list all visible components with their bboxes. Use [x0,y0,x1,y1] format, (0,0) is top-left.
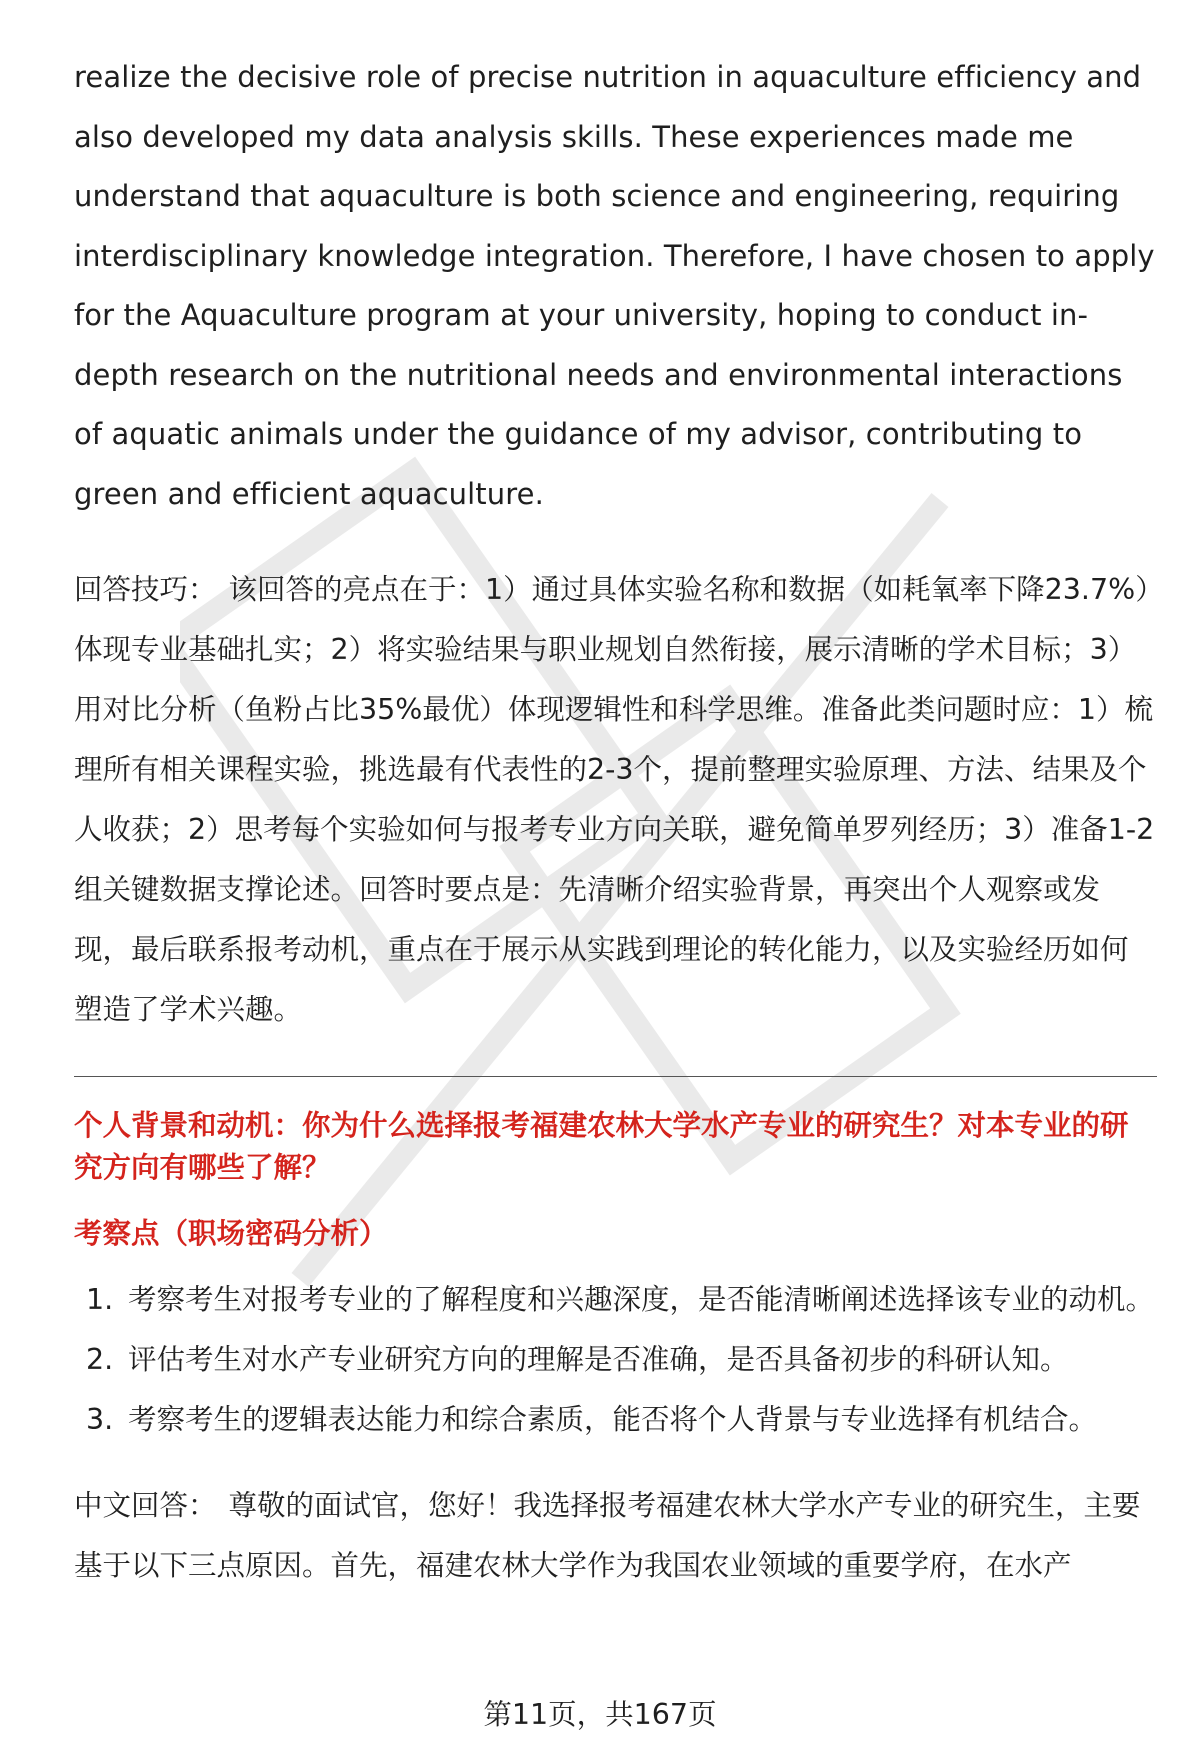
tips-text: 该回答的亮点在于：1）通过具体实验名称和数据（如耗氧率下降23.7%）体现专业基础扎实；2）将实验结果与职业规划自然衔接，展示清晰的学术目标；3）用对比分析（鱼粉占比35%最优）体现逻辑性和科学思维。准备此类问题时应：1）梳理所有相关课程实验，挑选最有代表性的2-3个，提前整理实验原理、方法、结果及个人收获；2）思考每个实验如何与报考专业方向关联，避免简单罗列经历；3）准备1-2组关键数据支撑论述。回答时要点是：先清晰介绍实验背景，再突出个人观察或发现，最后联系报考动机，重点在于展示从实践到理论的转化能力，以及实验经历如何塑造了学术兴趣。 [74,573,1155,1026]
document-page [74,48,1156,1596]
section-divider [74,1076,1157,1077]
list-item: 2. 评估考生对水产专业研究方向的理解是否准确，是否具备初步的科研认知。 [86,1343,1069,1376]
question-title: 个人背景和动机：你为什么选择报考福建农林大学水产专业的研究生？对本专业的研究方向有哪些了解？ [74,1109,1129,1184]
list-item: 1. 考察考生对报考专业的了解程度和兴趣深度，是否能清晰阐述选择该专业的动机。 [86,1283,1155,1316]
page-number-footer: 第11页，共167页 [483,1698,717,1731]
answer-tips-paragraph [74,560,1156,1040]
english-answer-paragraph: realize the decisive role of precise nutrition in aquaculture efficiency and also developed my data analysis skills. These experiences made me understand that aquaculture is both science and engineering, requiring interdisciplinary knowledge integration. Therefore, I have chosen to apply for the Aquaculture program at your university, hoping to conduct in-depth research on the nutritional needs and environmental interactions of aquatic animals under the guidance of my advisor, contributing to green and efficient aquaculture. [74,60,1155,511]
tips-label: 回答技巧： [74,573,217,606]
assessment-points-title: 考察点（职场密码分析） [74,1217,388,1250]
assessment-points-list [74,1270,1156,1450]
chinese-answer-paragraph [74,1476,1156,1596]
list-item: 3. 考察考生的逻辑表达能力和综合素质，能否将个人背景与专业选择有机结合。 [86,1403,1098,1436]
answer-text: 尊敬的面试官，您好！我选择报考福建农林大学水产专业的研究生，主要基于以下三点原因。首先，福建农林大学作为我国农业领域的重要学府，在水产 [74,1489,1141,1582]
answer-label: 中文回答： [74,1489,217,1522]
